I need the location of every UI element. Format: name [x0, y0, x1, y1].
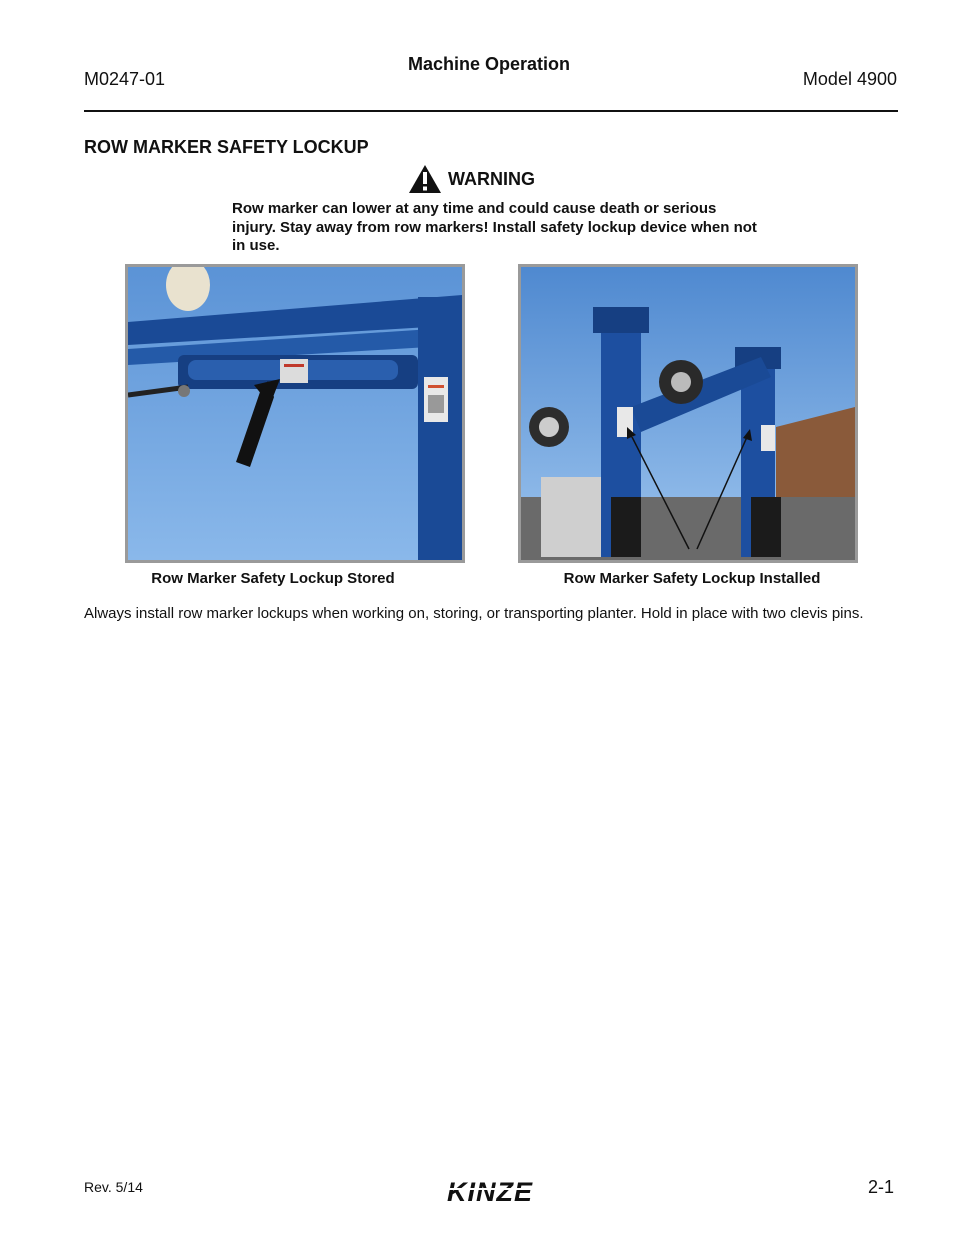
- warning-triangle-icon: [408, 164, 442, 194]
- doc-number: M0247-01: [84, 69, 166, 89]
- revision-date: Rev. 5/14: [84, 1179, 143, 1195]
- caption-lockup-stored: Row Marker Safety Lockup Stored: [151, 570, 395, 587]
- section-heading: Machine Operation: [407, 54, 571, 74]
- section-title: ROW MARKER SAFETY LOCKUP: [84, 137, 369, 157]
- page-number: 2-1: [867, 1177, 894, 1197]
- brand-wordmark: KINZE: [447, 1177, 533, 1206]
- instruction-paragraph: Always install row marker lockups when working on, storing, or transporting planter. Hold in place with two clevis pins.: [84, 605, 864, 622]
- photo-lockup-installed: [518, 264, 858, 563]
- warning-label: WARNING: [448, 168, 535, 189]
- model-label: Model 4900: [802, 69, 897, 89]
- warning-text: Row marker can lower at any time and could cause death or serious injury. Stay away from row markers! Install safety lockup device when not in use.: [232, 200, 757, 254]
- warning-header: [408, 164, 535, 194]
- photo-lockup-stored: [125, 264, 465, 563]
- kinze-logo: [430, 1176, 550, 1206]
- header-divider: [84, 110, 898, 112]
- caption-lockup-installed: Row Marker Safety Lockup Installed: [563, 570, 821, 587]
